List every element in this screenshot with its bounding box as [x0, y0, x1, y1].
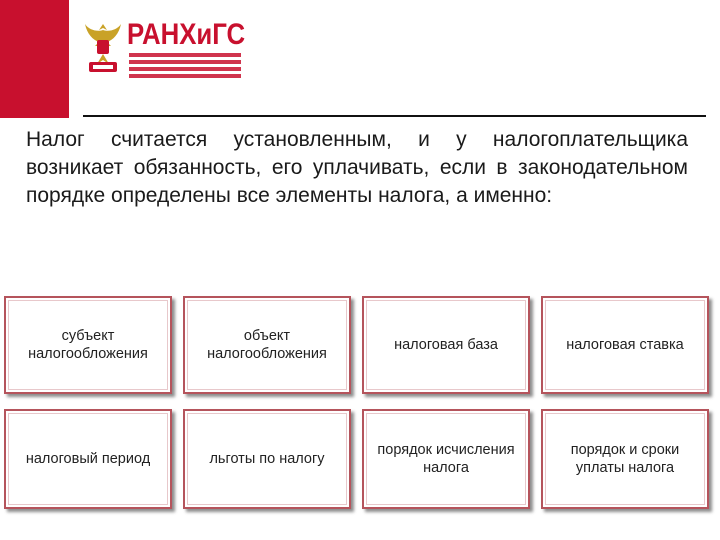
element-card-taxpayer: субъект налогообложения — [4, 296, 172, 394]
element-card-tax-rate: налоговая ставка — [541, 296, 709, 394]
element-card-payment-terms: порядок и сроки уплаты налога — [541, 409, 709, 509]
element-card-tax-period: налоговый период — [4, 409, 172, 509]
brand-subtitle-lines — [129, 53, 241, 81]
brand-name: РАНХиГС — [127, 18, 246, 51]
logo — [83, 18, 246, 76]
element-card-calculation-order: порядок исчисления налога — [362, 409, 530, 509]
header-divider — [83, 115, 706, 117]
intro-paragraph: Налог считается установленным, и у налогоплательщика возникает обязанность, его уплачивать, если в законодательном порядке определены все элементы налога, а именно: — [26, 128, 688, 207]
eagle-emblem-icon — [83, 18, 123, 76]
element-card-tax-benefits: льготы по налогу — [183, 409, 351, 509]
element-card-object: объект налогообложения — [183, 296, 351, 394]
element-card-tax-base: налоговая база — [362, 296, 530, 394]
red-accent-bar — [0, 0, 69, 118]
